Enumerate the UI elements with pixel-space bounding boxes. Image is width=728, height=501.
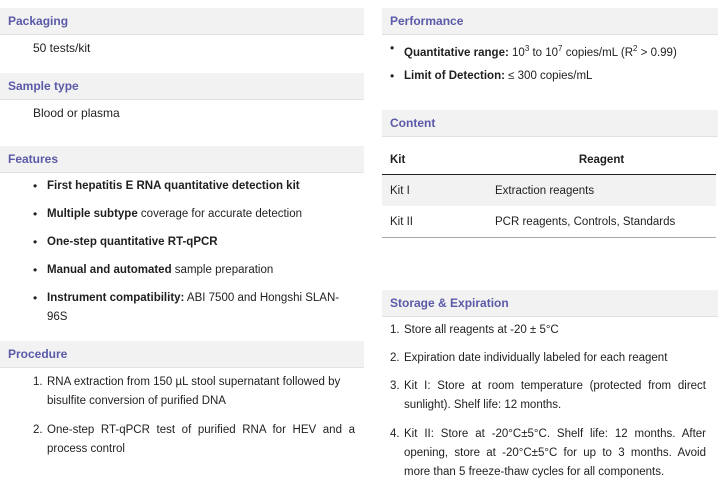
quant-label: Quantitative range: (404, 46, 509, 59)
feature-item (33, 205, 355, 224)
table-header-reagent: Reagent (487, 146, 716, 175)
lod-label: Limit of Detection: (404, 70, 505, 82)
packaging-title: Packaging (8, 14, 69, 28)
feature-item (33, 261, 355, 280)
storage-text: Store all reagents at -20 ± 5°C (404, 324, 559, 336)
table-cell: Kit I (382, 175, 487, 207)
quant-b-exp: 7 (558, 44, 563, 53)
feature-bold: One-step quantitative RT-qPCR (47, 236, 218, 248)
storage-text: Kit II: Store at -20°C±5°C. Shelf life: 12 months. After opening, store at -20°C±5°C for up to 3 months. Avoid more than 5 freeze-thaw cycles for all components. (404, 428, 706, 478)
storage-number: 3. (390, 380, 400, 392)
table-header-row (382, 146, 716, 175)
content-title: Content (390, 116, 436, 130)
quant-tail: copies/mL (R (562, 46, 634, 59)
storage-item (390, 425, 706, 482)
feature-bold: Manual and automated (47, 264, 172, 276)
packaging-value: 50 tests/kit (33, 41, 91, 55)
step-text: RNA extraction from 150 µL stool supernatant followed by bisulfite conversion of purified DNA (47, 376, 341, 407)
feature-bold: Instrument compatibility: (47, 292, 185, 304)
table-cell: Kit II (382, 206, 487, 238)
quant-a-exp: 3 (524, 44, 530, 53)
procedure-title: Procedure (8, 347, 68, 361)
lod-value: ≤ 300 copies/mL (504, 70, 593, 82)
performance-title: Performance (390, 14, 464, 28)
storage-item (390, 321, 706, 340)
r-exp: 2 (633, 44, 638, 53)
feature-rest: ABI 7500 and Hongshi SLAN-96S (47, 292, 340, 323)
storage-number: 4. (390, 428, 400, 440)
sample-type-header (0, 73, 364, 100)
step-number: 2. (33, 424, 43, 436)
storage-title: Storage & Expiration (390, 296, 509, 310)
content-table (382, 146, 716, 238)
step-number: 1. (33, 376, 43, 388)
quant-a: 10 (512, 46, 525, 59)
table-cell: Extraction reagents (487, 175, 716, 207)
sample-type-title: Sample type (8, 79, 79, 93)
procedure-step (33, 373, 355, 411)
table-row (382, 206, 716, 238)
packaging-header (0, 8, 364, 35)
content-header (382, 110, 718, 137)
table-cell: PCR reagents, Controls, Standards (487, 206, 716, 238)
feature-rest: coverage for accurate detection (137, 208, 303, 220)
storage-number: 1. (390, 324, 400, 336)
storage-number: 2. (390, 352, 400, 364)
step-text: One-step RT-qPCR test of purified RNA for HEV and a process control (47, 424, 355, 455)
storage-text: Expiration date individually labeled for each reagent (404, 352, 668, 364)
performance-quant (390, 39, 716, 63)
feature-rest: sample preparation (171, 264, 274, 276)
table-row (382, 175, 716, 207)
feature-item (33, 233, 355, 252)
features-header (0, 146, 364, 173)
feature-bold: Multiple subtype (47, 208, 138, 220)
storage-header (382, 290, 718, 317)
procedure-header (0, 341, 364, 368)
sample-type-value: Blood or plasma (33, 106, 120, 120)
table-header-kit: Kit (382, 146, 487, 175)
feature-bold: First hepatitis E RNA quantitative detection kit (47, 180, 300, 192)
performance-header (382, 8, 718, 35)
features-title: Features (8, 152, 59, 166)
quant-to: to 10 (529, 46, 559, 59)
quant-end: > 0.99) (637, 46, 677, 59)
procedure-step (33, 421, 355, 459)
storage-item (390, 377, 706, 415)
performance-lod (390, 67, 716, 86)
storage-text: Kit I: Store at room temperature (protected from direct sunlight). Shelf life: 12 months. (404, 380, 706, 411)
feature-item (33, 289, 355, 327)
storage-item (390, 349, 706, 368)
feature-item (33, 177, 355, 196)
